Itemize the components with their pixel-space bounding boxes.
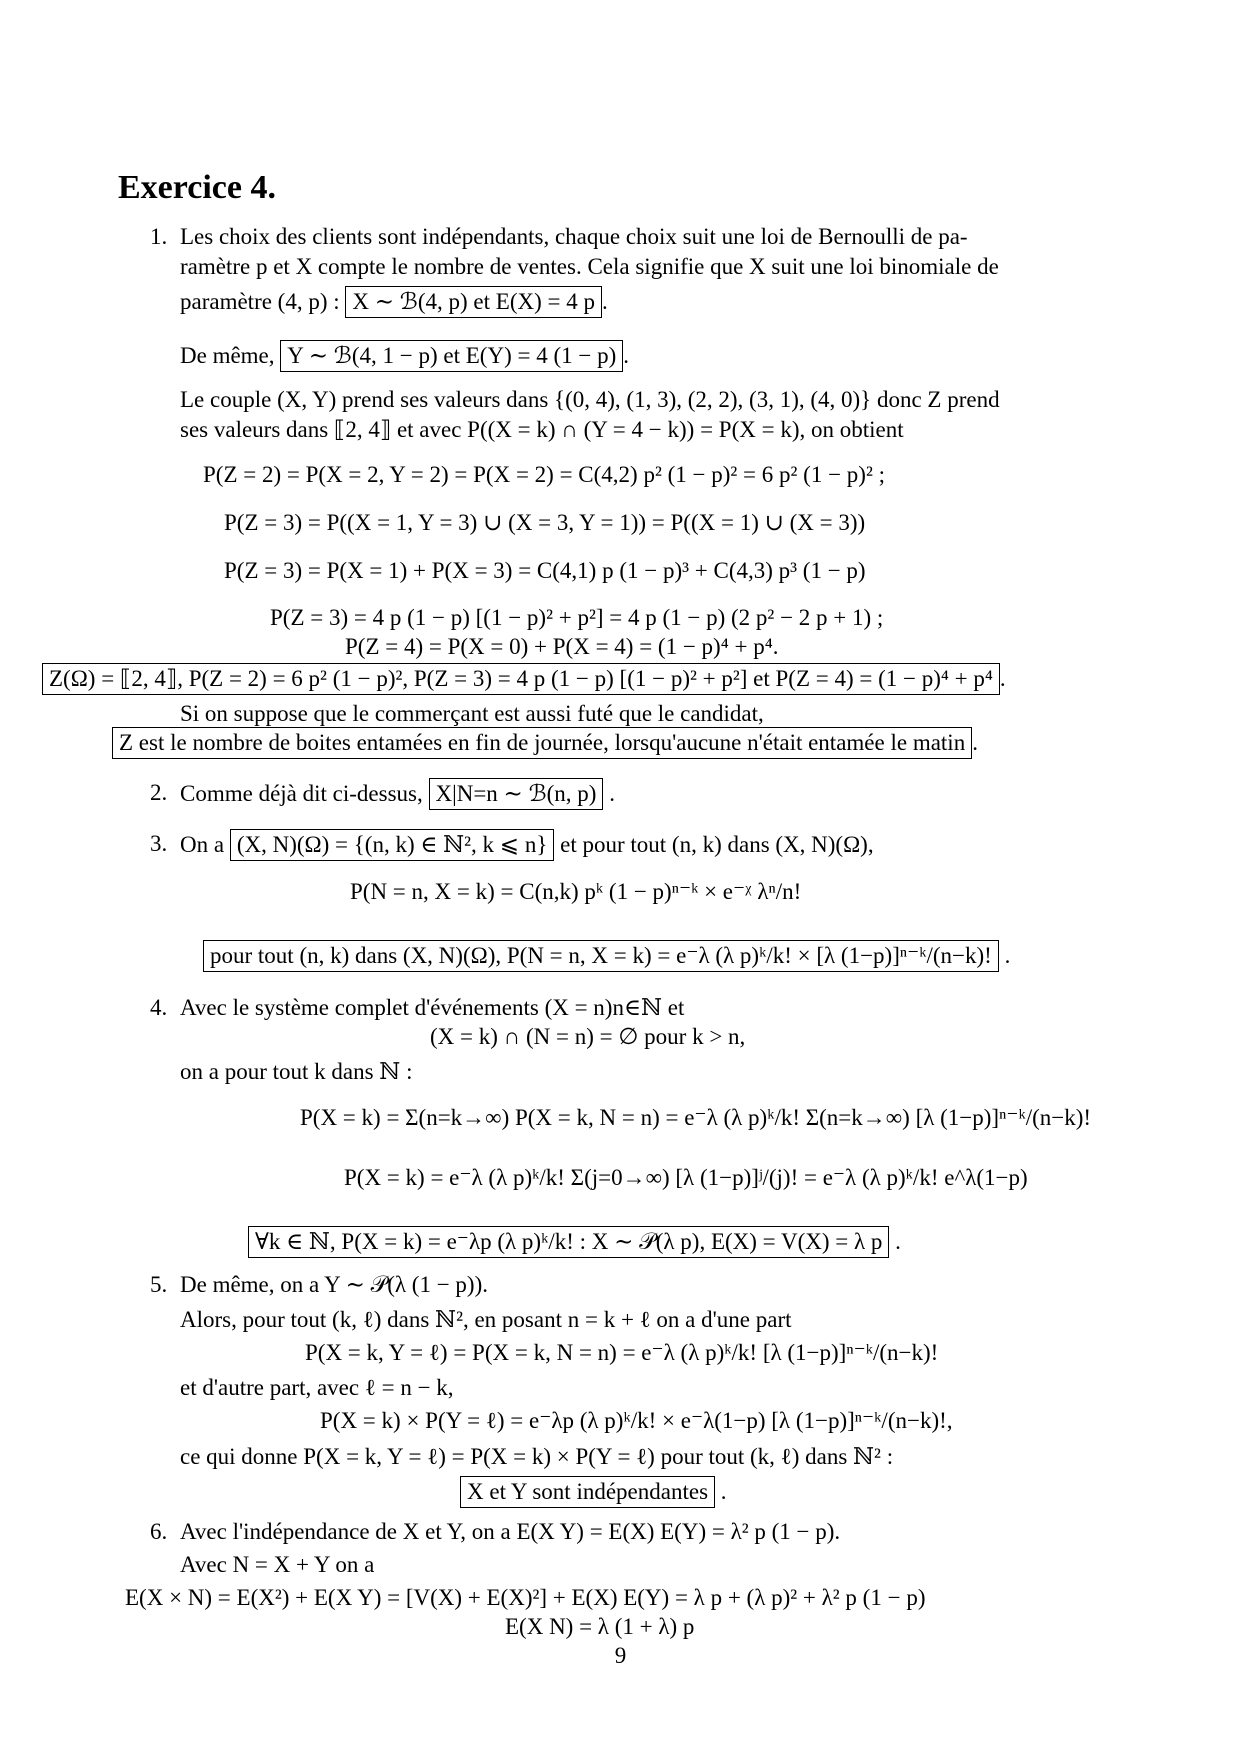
page-number: 9 (614, 1643, 627, 1668)
equation: P(Z = 4) = P(X = 0) + P(X = 4) = (1 − p)⁴ + p⁴. (345, 634, 779, 659)
text-line: pour tout (n, k) dans (X, N)(Ω), P(N = n, X = k) = e⁻λ (λ p)ᵏ/k! × [λ (1−p)]ⁿ⁻ᵏ/(n−k)! . (203, 940, 1010, 972)
text-line: Si on suppose que le commerçant est aussi futé que le candidat, (180, 701, 764, 726)
text-line: De même, Y ∼ ℬ(4, 1 − p) et E(Y) = 4 (1 − p) . (180, 340, 629, 372)
text-line: Alors, pour tout (k, ℓ) dans ℕ², en posant n = k + ℓ on a d'une part (180, 1307, 792, 1332)
item-number: 6. (150, 1519, 168, 1544)
text-fragment: paramètre (4, p) : (180, 289, 346, 314)
text-fragment: On a (180, 832, 230, 857)
text-line: (X = k) ∩ (N = n) = ∅ pour k > n, (430, 1024, 746, 1049)
boxed-result: Y ∼ ℬ(4, 1 − p) et E(Y) = 4 (1 − p) (280, 340, 623, 372)
boxed-result: X et Y sont indépendantes (460, 1476, 715, 1508)
boxed-result: Z(Ω) = ⟦2, 4⟧, P(Z = 2) = 6 p² (1 − p)², P(Z = 3) = 4 p (1 − p) [(1 − p)² + p²] et P(Z = 4) = (1 − p)⁴ + p⁴ (42, 663, 1000, 695)
text-line: Le couple (X, Y) prend ses valeurs dans {(0, 4), (1, 3), (2, 2), (3, 1), (4, 0)} donc Z prend (180, 387, 1000, 412)
equation: P(Z = 3) = P((X = 1, Y = 3) ∪ (X = 3, Y = 1)) = P((X = 1) ∪ (X = 3)) (224, 510, 866, 535)
text-line: Avec le système complet d'événements (X = n)n∈ℕ et (180, 995, 685, 1020)
item-number: 3. (150, 831, 168, 856)
boxed-result: Z est le nombre de boites entamées en fin de journée, lorsqu'aucune n'était entamée le matin (112, 727, 972, 759)
text-line: X et Y sont indépendantes . (460, 1476, 727, 1508)
text-line: ses valeurs dans ⟦2, 4⟧ et avec P((X = k) ∩ (Y = 4 − k)) = P(X = k), on obtient (180, 417, 904, 442)
equation: P(X = k, Y = ℓ) = P(X = k, N = n) = e⁻λ (λ p)ᵏ/k! [λ (1−p)]ⁿ⁻ᵏ/(n−k)! (305, 1340, 939, 1365)
equation: E(X N) = λ (1 + λ) p (505, 1614, 695, 1639)
text-line: De même, on a Y ∼ 𝒫(λ (1 − p)). (180, 1272, 488, 1297)
equation: P(Z = 2) = P(X = 2, Y = 2) = P(X = 2) = C(4,2) p² (1 − p)² = 6 p² (1 − p)² ; (203, 462, 885, 487)
item-number: 1. (150, 224, 168, 249)
equation: P(N = n, X = k) = C(n,k) pᵏ (1 − p)ⁿ⁻ᵏ × e⁻ᵡ λⁿ/n! (350, 879, 802, 904)
boxed-result: ∀k ∈ ℕ, P(X = k) = e⁻λp (λ p)ᵏ/k! : X ∼ 𝒫(λ p), E(X) = V(X) = λ p (248, 1226, 889, 1258)
text-line (180, 829, 874, 861)
text-line: Avec N = X + Y on a (180, 1552, 375, 1577)
text-fragment: . (603, 781, 615, 806)
text-line: ∀k ∈ ℕ, P(X = k) = e⁻λp (λ p)ᵏ/k! : X ∼ 𝒫(λ p), E(X) = V(X) = λ p . (248, 1226, 901, 1258)
text-line (180, 778, 615, 810)
text-line: et d'autre part, avec ℓ = n − k, (180, 1375, 454, 1400)
equation: E(X × N) = E(X²) + E(X Y) = [V(X) + E(X)²] + E(X) E(Y) = λ p + (λ p)² + λ² p (1 − p) (125, 1585, 926, 1610)
boxed-result: X|N=n ∼ ℬ(n, p) (429, 778, 604, 810)
boxed-result: (X, N)(Ω) = {(n, k) ∈ ℕ², k ⩽ n} (230, 829, 555, 861)
text-fragment: et pour tout (n, k) dans (X, N)(Ω), (554, 832, 874, 857)
text-fragment: Comme déjà dit ci-dessus, (180, 781, 429, 806)
text-line: Les choix des clients sont indépendants, chaque choix suit une loi de Bernoulli de pa- (180, 224, 968, 249)
equation: P(Z = 3) = 4 p (1 − p) [(1 − p)² + p²] = 4 p (1 − p) (2 p² − 2 p + 1) ; (270, 605, 884, 630)
boxed-result: pour tout (n, k) dans (X, N)(Ω), P(N = n, X = k) = e⁻λ (λ p)ᵏ/k! × [λ (1−p)]ⁿ⁻ᵏ/(n−k)! (203, 940, 999, 972)
text-line: paramètre (4, p) : X ∼ ℬ(4, p) et E(X) = 4 p . (180, 286, 608, 318)
equation: P(X = k) = e⁻λ (λ p)ᵏ/k! Σ(j=0→∞) [λ (1−p)]ʲ/(j)! = e⁻λ (λ p)ᵏ/k! e^λ(1−p) (344, 1165, 1028, 1190)
equation: P(Z = 3) = P(X = 1) + P(X = 3) = C(4,1) p (1 − p)³ + C(4,3) p³ (1 − p) (224, 558, 866, 583)
item-number: 4. (150, 995, 168, 1020)
item-number: 5. (150, 1272, 168, 1297)
text-line: Z est le nombre de boites entamées en fin de journée, lorsqu'aucune n'était entamée le matin . (112, 727, 978, 759)
text-line: Z(Ω) = ⟦2, 4⟧, P(Z = 2) = 6 p² (1 − p)², P(Z = 3) = 4 p (1 − p) [(1 − p)² + p²] et P(Z = 4) = (1 − p)⁴ + p⁴ . (42, 663, 1006, 695)
exercise-title: Exercice 4. (118, 169, 276, 206)
text-fragment: De même, (180, 343, 281, 368)
text-line: ramètre p et X compte le nombre de ventes. Cela signifie que X suit une loi binomiale de (180, 254, 999, 279)
text-line: ce qui donne P(X = k, Y = ℓ) = P(X = k) × P(Y = ℓ) pour tout (k, ℓ) dans ℕ² : (180, 1444, 894, 1469)
text-line: on a pour tout k dans ℕ : (180, 1059, 413, 1084)
equation: P(X = k) = Σ(n=k→∞) P(X = k, N = n) = e⁻λ (λ p)ᵏ/k! Σ(n=k→∞) [λ (1−p)]ⁿ⁻ᵏ/(n−k)! (300, 1105, 1092, 1130)
item-number: 2. (150, 780, 168, 805)
boxed-result: X ∼ ℬ(4, p) et E(X) = 4 p (345, 286, 602, 318)
equation: P(X = k) × P(Y = ℓ) = e⁻λp (λ p)ᵏ/k! × e⁻λ(1−p) [λ (1−p)]ⁿ⁻ᵏ/(n−k)!, (320, 1408, 953, 1433)
text-line: Avec l'indépendance de X et Y, on a E(X Y) = E(X) E(Y) = λ² p (1 − p). (180, 1519, 841, 1544)
